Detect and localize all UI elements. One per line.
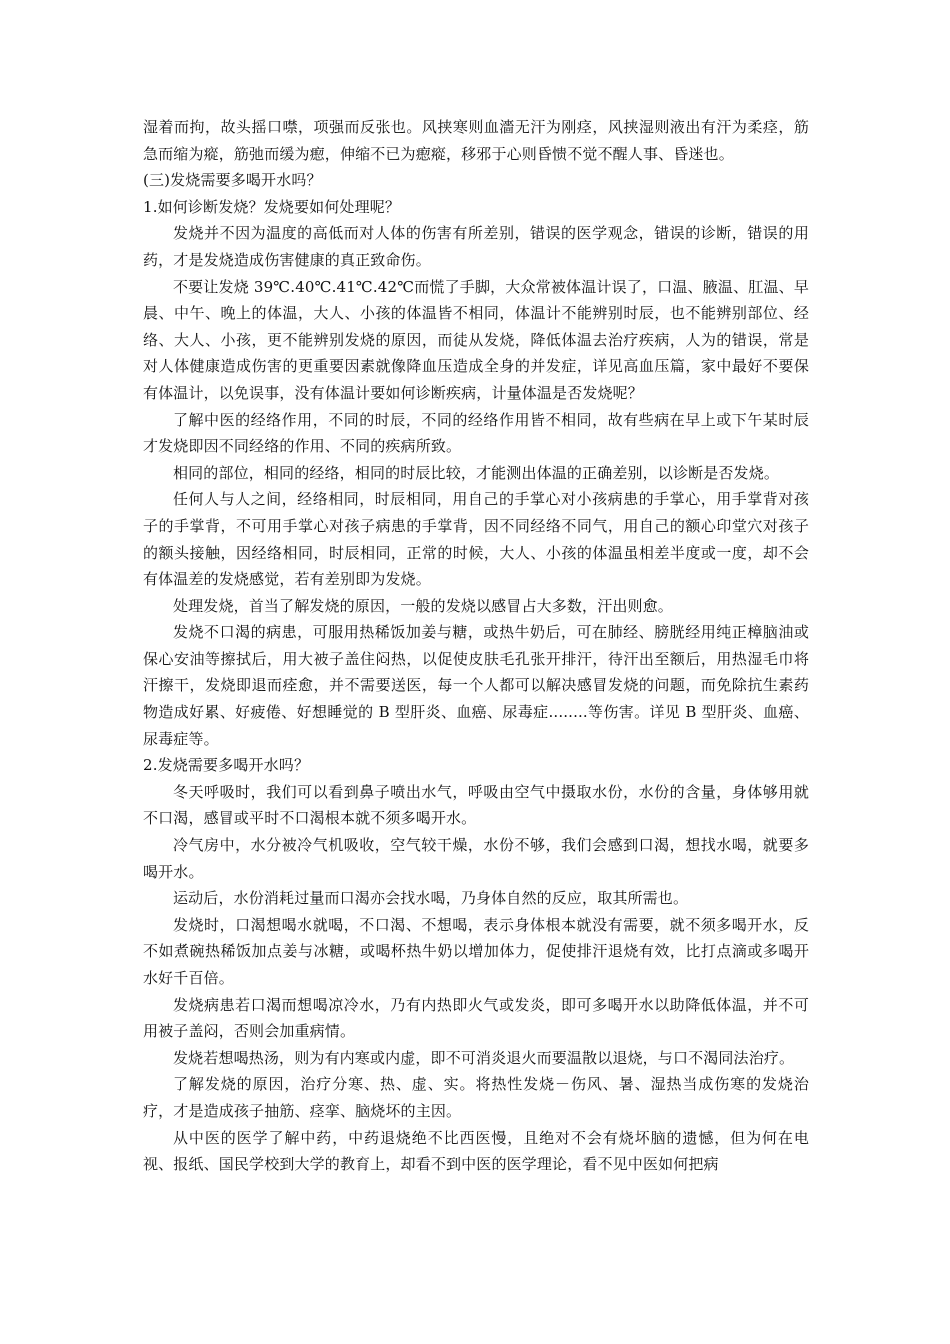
document-page (143, 114, 809, 1178)
paragraph: 发烧病患若口渴而想喝凉冷水，乃有内热即火气或发炎，即可多喝开水以助降低体温，并不可用被子盖闷，否则会加重病情。 (143, 995, 809, 1041)
paragraph: 湿着而拘，故头摇口噤，项强而反张也。风挟寒则血濇无汗为刚痉，风挟湿则液出有汗为柔痉，筋急而缩为瘲，筋弛而缓为瘛，伸缩不已为瘛瘲，移邪于心则昏愦不觉不醒人事、昏迷也。 (143, 118, 809, 163)
paragraph: 冷气房中，水分被冷气机吸收，空气较干燥，水份不够，我们会感到口渴，想找水喝，就要多喝开水。 (143, 836, 809, 881)
paragraph: 发烧不口渴的病患，可服用热稀饭加姜与糖，或热牛奶后，可在肺经、膀胱经用纯正樟脑油或保心安油等擦拭后，用大被子盖住闷热，以促使皮肤毛孔张开排汗，待汗出至额后，用热湿毛巾将汗擦干，发烧即退而痊愈，并不需要送医，每一个人都可以解决感冒发烧的问题，而免除抗生素药物造成好累、好疲倦、好想睡觉的 B 型肝炎、血癌、尿毒症........等伤害。详见 B 型肝炎、血癌、尿毒症等。 (143, 623, 809, 748)
paragraph: 运动后，水份消耗过量而口渴亦会找水喝，乃身体自然的反应，取其所需也。 (173, 889, 689, 908)
paragraph: 了解中医的经络作用，不同的时辰，不同的经络作用皆不相同，故有些病在早上或下午某时辰才发烧即因不同经络的作用、不同的疾病所致。 (143, 410, 809, 456)
paragraph: 发烧时，口渴想喝水就喝，不口渴、不想喝，表示身体根本就没有需要，就不须多喝开水，反不如煮碗热稀饭加点姜与冰糖，或喝杯热牛奶以增加体力，促使排汗退烧有效，比打点滴或多喝开水好千百倍。 (143, 915, 809, 987)
paragraph: 相同的部位，相同的经络，相同的时辰比较，才能测出体温的正确差别，以诊断是否发烧。 (173, 463, 780, 482)
paragraph: 任何人与人之间，经络相同，时辰相同，用自己的手掌心对小孩病患的手掌心，用手掌背对孩子的手掌背，不可用手掌心对孩子病患的手掌背，因不同经络不同气，用自己的额心印堂穴对孩子的额头接触，因经络相同，时辰相同，正常的时候，大人、小孩的体温虽相差半度或一度，却不会有体温差的发烧感觉，若有差别即为发烧。 (143, 490, 809, 589)
subsection-heading: 2.发烧需要多喝开水吗？ (143, 756, 310, 775)
paragraph: 不要让发烧 39℃.40℃.41℃.42℃而慌了手脚，大众常被体温计误了，口温、腋温、肛温、早晨、中午、晚上的体温，大人、小孩的体温皆不相同，体温计不能辨别时辰，也不能辨别部位、经络、大人、小孩，更不能辨别发烧的原因，而徒从发烧，降低体温去治疗疾病，人为的错误，常是对人体健康造成伤害的更重要因素就像降血压造成全身的并发症，详见高血压篇，家中最好不要保有体温计，以免误事，没有体温计要如何诊断疾病，计量体温是否发烧呢？ (143, 277, 809, 402)
paragraph: 处理发烧，首当了解发烧的原因，一般的发烧以感冒占大多数，汗出则愈。 (173, 596, 673, 615)
paragraph: 冬天呼吸时，我们可以看到鼻子喷出水气，呼吸由空气中摄取水份，水份的含量，身体够用就不口渴，感冒或平时不口渴根本就不须多喝开水。 (143, 782, 809, 828)
section-heading: (三)发烧需要多喝开水吗？ (143, 171, 322, 190)
subsection-heading: 1.如何诊断发烧？发烧要如何处理呢？ (143, 197, 401, 216)
paragraph: 从中医的医学了解中药，中药退烧绝不比西医慢，且绝对不会有烧坏脑的遗憾，但为何在电视、报纸、国民学校到大学的教育上，却看不到中医的医学理论，看不见中医如何把病 (143, 1128, 809, 1174)
paragraph: 发烧并不因为温度的高低而对人体的伤害有所差别，错误的医学观念，错误的诊断，错误的用药，才是发烧造成伤害健康的真正致命伤。 (143, 224, 809, 269)
paragraph: 发烧若想喝热汤，则为有内寒或内虚，即不可消炎退火而要温散以退烧，与口不渴同法治疗。 (173, 1048, 795, 1067)
paragraph: 了解发烧的原因，治疗分寒、热、虚、实。将热性发烧－伤风、暑、湿热当成伤寒的发烧治疗，才是造成孩子抽筋、痉挛、脑烧坏的主因。 (143, 1075, 809, 1120)
